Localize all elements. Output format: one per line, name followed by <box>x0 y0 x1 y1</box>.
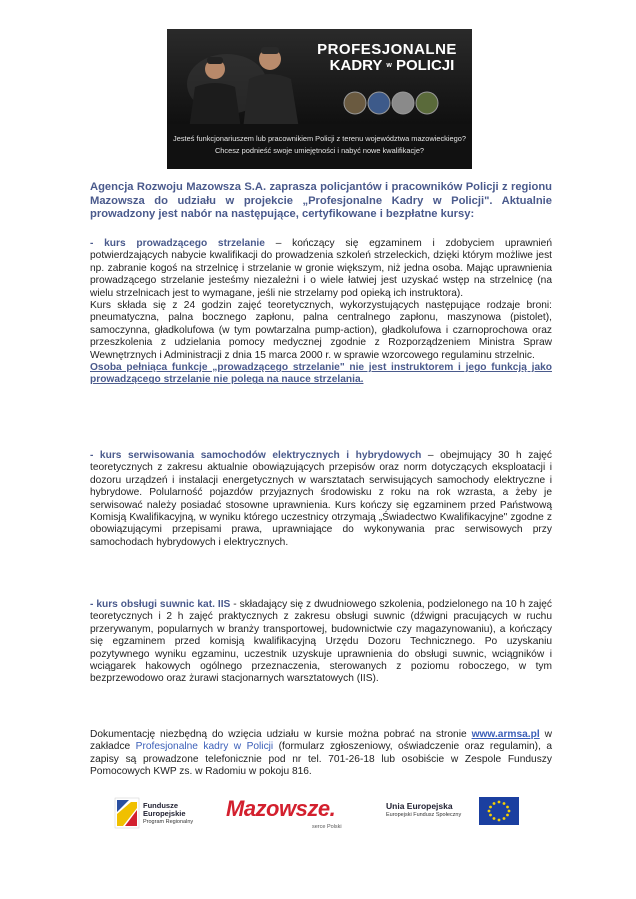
course-ev-title: - kurs serwisowania samochodów elektrycznych i hybrydowych <box>90 450 422 461</box>
course-ev-desc: – obejmujący 30 h zajęć teoretycznych z zakresu aktualnie obowiązujących przepisów oraz norm dotyczących eksploatacji i dozoru urządzeń i instalacji energetycznych w warsztatach serwisujących samochody elektryczne i hybrydowe. Polularność pojazdów przyjaznych środowisku z roku na rok wzrasta, a żeby je serwisować należy posiadać stosowne uprawnienia. Kurs kończy się egzaminem przed Państwową Komisją Kwalifikacyjną, w wyniku którego uczestnicy otrzymają „Świadectwo Kwalifikacyjne" zgodne z obowiązującymi przepisami prawa, uprawniające do wykonywania prac serwisowych przy samochodach hybrydowych i elektrycznych. <box>90 450 552 548</box>
course-shooting-desc: – kończący się egzaminem i zdobyciem uprawnień potwierdzających nabycie kwalifikacji do prowadzenia szkoleń strzeleckich, dzięki którym możliwe jest np. zabranie kogoś na strzelnicę i strzelanie w gronie większym, niż jedna osoba. Mając uprawnienia prowadzącego strzelanie jesteśmy niezależni i o wiele łatwiej jest uzyskać wstęp na strzelnicę (na wielu strzelnicach jest to wymagane, jeśli nie strzelamy pod opieką ich instruktora). <box>90 238 552 299</box>
course-shooting-title: - kurs prowadzącego strzelanie <box>90 238 265 249</box>
fundusze-europejskie-logo <box>113 796 194 835</box>
banner-question2: Chcesz podnieść swoje umiejętności i nabyć nowe kwalifikacje? <box>214 146 425 155</box>
mazowsze-logo <box>226 796 352 830</box>
course-shooting-note: Osoba pełniąca funkcje „prowadzącego strzelanie" nie jest instruktorem i jego funkcją jako prowadzącego strzelanie nie polega na nauce strzelania. <box>90 362 552 386</box>
banner-question1: Jesteś funkcjonariuszem lub pracownikiem Policji z terenu województwa mazowieckiego? <box>173 134 466 143</box>
project-banner <box>167 29 472 169</box>
documents-paragraph: Dokumentację niezbędną do wzięcia udziału w kursie można pobrać na stronie www.armsa.pl w zakładce Profesjonalne kadry w Policji (formularz zgłoszeniowy, oświadczenie oraz regulamin), a zapisy są prowadzone telefonicznie pod nr tel. 701-26-18 lub osobiście w Zespole Funduszy Pomocowych KWP zs. w Radomiu w pokoju 816. <box>90 729 553 778</box>
course-shooting-details: Kurs składa się z 24 godzin zajęć teoretycznych, wykorzystujących następujące rodzaje broni: pneumatyczna, palna bocznego zapłonu, palna centralnego zapłonu, maszynowa (pistolet), samoczynna, gładkolufowa (w tym powtarzalna pump-action), gładkolufowa i czarnoprochowa oraz przeszkolenia z udzielania pomocy medycznej zgodnie z Rozporządzeniem Ministra Spraw Wewnętrznych i Administracji z dnia 15 marca 2000 r. w sprawie wzorcowego regulaminu strzelnic. <box>90 300 552 361</box>
course-crane-section <box>90 599 552 686</box>
banner-title-line1: PROFESJONALNE <box>317 41 457 58</box>
intro-paragraph: Agencja Rozwoju Mazowsza S.A. zaprasza policjantów i pracowników Policji z regionu Mazowsza do udziału w projekcie „Profesjonalne Kadry w Policji". Aktualnie prowadzony jest nabór na następujące, certyfikowane i bezpłatne kursy: <box>90 181 552 221</box>
officer-right-body <box>243 74 299 129</box>
banner-title-line2: KADRY w POLICJI <box>329 57 455 74</box>
course-shooting-section <box>90 238 552 387</box>
armsa-link[interactable]: www.armsa.pl <box>471 729 540 740</box>
ue-line1: Unia Europejska <box>386 801 453 811</box>
tab-name-link: Profesjonalne kadry w Policji <box>135 741 274 753</box>
course-ev-section <box>90 450 552 549</box>
ue-line2: Europejski Fundusz Społeczny <box>386 812 462 818</box>
fe-flag-icon <box>113 796 141 830</box>
officer-left-body <box>189 83 241 129</box>
eu-flag-icon <box>479 797 519 825</box>
footer-logos <box>0 793 636 843</box>
fe-line1: Fundusze <box>143 801 178 810</box>
fe-line2: Europejskie <box>143 809 186 818</box>
mazowsze-wordmark: Mazowsze. <box>226 796 336 821</box>
course-crane-desc: - składający się z dwudniowego szkolenia, podzielonego na 10 h zajęć teoretycznych i 2 h zajęć praktycznych z zakresu obsługi suwnic (dźwigni pracujących w ruchu przerywanym, popularnych w branży transportowej, budownictwie czy magazynowaniu), a kończący się egzaminem przed komisją kwalifikacyjną Urzędu Dozoru Technicznego. Po uzyskaniu pozytywnego wyniku egzaminu, uczestnik uzyskuje uprawnienia do obsługi suwnic, wciągników i wciągarek hakowych ogólnego przeznaczenia, sterowanych z poziomu roboczego, w tym bezprzewodowo oraz żurawi stacjonarnych warsztatowych (IIS). <box>90 599 552 685</box>
mazowsze-slogan: serce Polski <box>312 824 342 830</box>
fe-line3: Program Regionalny <box>143 819 194 825</box>
course-crane-title: - kurs obsługi suwnic kat. IIS <box>90 599 231 610</box>
